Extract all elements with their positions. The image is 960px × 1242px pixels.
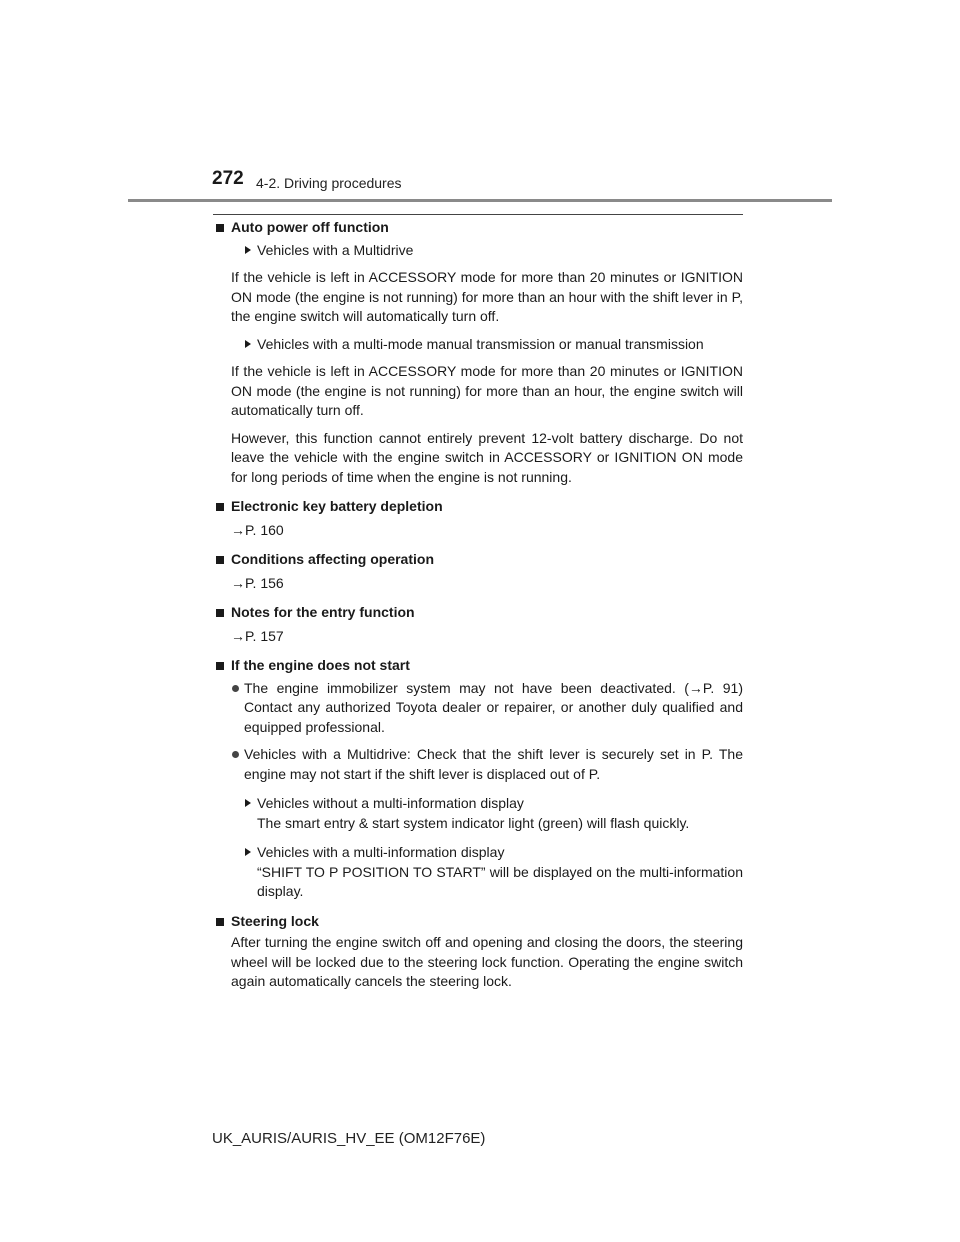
ref-key-battery[interactable]: →P. 160 (231, 521, 284, 538)
section-label: 4-2. Driving procedures (256, 175, 402, 191)
heading-steering-lock: Steering lock (213, 912, 743, 932)
page-number: 272 (212, 168, 244, 189)
arrow-item-manual: Vehicles with a multi-mode manual transmission or manual transmission (213, 335, 743, 355)
sub-item-label: Vehicles without a multi-information display (257, 795, 524, 811)
footer-doc-code: UK_AURIS/AURIS_HV_EE (OM12F76E) (212, 1130, 486, 1147)
heading-entry-notes: Notes for the entry function (213, 603, 743, 623)
ref-entry-notes[interactable]: →P. 157 (231, 627, 284, 644)
paragraph-multidrive: If the vehicle is left in ACCESSORY mode for more than 20 minutes or IGNITION ON mode (the engine is not running) for more than an hour with the shift lever in P, the engine switch will automatically turn off. (231, 269, 743, 324)
sub-item-text: The smart entry & start system indicator light (green) will flash quickly. (257, 814, 690, 831)
heading-key-battery: Electronic key battery depletion (213, 497, 743, 517)
heading-no-start: If the engine does not start (213, 656, 743, 676)
paragraph-manual: If the vehicle is left in ACCESSORY mode for more than 20 minutes or IGNITION ON mode (the engine is not running) for more than an hour, the engine switch will automatically turn off. (231, 363, 743, 418)
ref-conditions[interactable]: →P. 156 (231, 574, 284, 591)
paragraph-battery-note: However, this function cannot entirely prevent 12-volt battery discharge. Do not leave the vehicle with the engine switch in ACCESSORY or IGNITION ON mode for long periods of time when the engine is not running. (231, 429, 743, 485)
page-content (213, 216, 743, 992)
bullet-immobilizer: The engine immobilizer system may not have been deactivated. (→P. 91) Contact any authorized Toyota dealer or repairer, or another duly qualified and equipped professional. (213, 679, 743, 738)
sub-item-text: “SHIFT TO P POSITION TO START” will be displayed on the multi-information display. (257, 863, 743, 899)
arrow-item-multidrive: Vehicles with a Multidrive (213, 241, 743, 261)
paragraph-steering-lock: After turning the engine switch off and opening and closing the doors, the steering wheel will be locked due to the steering lock function. Operating the engine switch again automatically cancels the steering lock. (231, 934, 743, 989)
header-rule (128, 199, 832, 202)
heading-conditions: Conditions affecting operation (213, 550, 743, 570)
bullet-multidrive-shift: Vehicles with a Multidrive: Check that the shift lever is securely set in P. The engine may not start if the shift lever is displaced out of P. (213, 745, 743, 784)
heading-auto-power-off: Auto power off function (213, 218, 743, 238)
sub-item-label: Vehicles with a multi-information display (257, 844, 505, 860)
sub-item-with-display (213, 843, 743, 902)
sub-item-without-display (213, 794, 743, 833)
content-rule (213, 214, 743, 215)
